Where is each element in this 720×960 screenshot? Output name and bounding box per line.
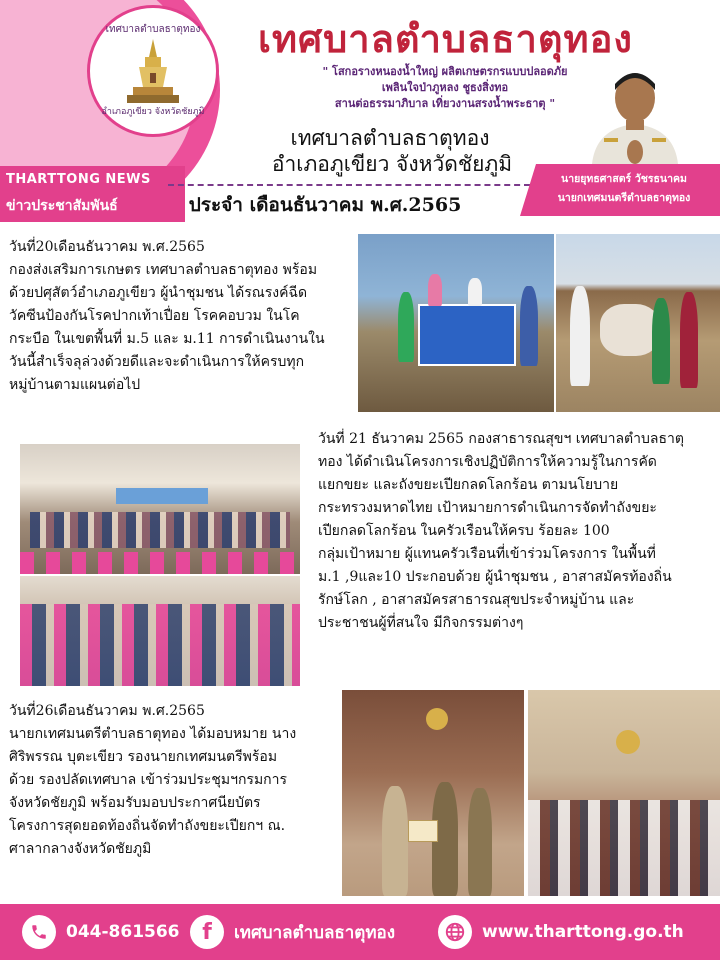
person (520, 286, 538, 366)
news-line: กระทรวงมหาดไทย เป้าหมายการดำเนินการจัดทำถังขยะ (318, 500, 657, 516)
meeting-attendees (528, 800, 720, 896)
seal-top-text: เทศบาลตำบลธาตุทอง (105, 24, 201, 35)
news-line: หมู่บ้านตามแผนต่อไป (9, 377, 141, 393)
news-item-3 (9, 700, 339, 861)
website-url: www.tharttong.go.th (482, 922, 684, 942)
news-line: ศิริพรรณ บุตะเขียว รองนายกเทศมนตรีพร้อม (9, 749, 278, 765)
seal-bottom-text: อำเภอภูเขียว จังหวัดชัยภูมิ (101, 107, 205, 117)
news-line: เปียกลดโลกร้อน ในครัวเรือนให้ครบ ร้อยละ 100 (318, 523, 610, 539)
mayor-name: นายยุทธศาสตร์ วัชรธนาคม (561, 173, 687, 185)
banner (116, 488, 208, 504)
news-line: วันที่20เดือนธันวาคม พ.ศ.2565 (9, 239, 205, 255)
news-line: วัคซีนป้องกันโรคปากเท้าเปื่อย โรคคอบวม ในโค (9, 308, 300, 324)
org-name: เทศบาลตำบลธาตุทอง (290, 126, 490, 150)
slogan-line-1: " โสกอรางหนองน้ำใหญ่ ผลิตเกษตรกรแบบปลอดภัย (322, 65, 568, 78)
vaccination-group-photo (358, 234, 554, 412)
news-line: ศาลากลางจังหวัดชัยภูมิ (9, 841, 152, 857)
issue-month: ประจำ เดือนธันวาคม พ.ศ.2565 (188, 194, 462, 216)
person (398, 292, 414, 362)
person (428, 274, 442, 306)
person (468, 788, 492, 896)
cattle-vaccination-photo (556, 234, 720, 412)
provincial-meeting-photo (528, 690, 720, 896)
contact-footer (0, 904, 720, 960)
banner (418, 304, 516, 366)
person (382, 786, 408, 896)
brand-pr-label: ข่าวประชาสัมพันธ์ (6, 198, 118, 214)
slogan-line-3: สานต่อธรรมาภิบาล เทิ่ยวงานสรงน้ำพระธาตุ " (334, 97, 556, 110)
certificate (408, 820, 438, 842)
news-line: วันที่26เดือนธันวาคม พ.ศ.2565 (9, 703, 205, 719)
person (570, 286, 590, 386)
news-line: รักษ์โลก , อาสาสมัครสาธารณสุขประจำหมู่บ้าน และ (318, 592, 635, 608)
org-district: อำเภอภูเขียว จังหวัดชัยภูมิ (271, 152, 513, 176)
certificate-award-photo (342, 690, 524, 896)
news-line: โครงการสุดยอดท้องถิ่นจัดทำถังขยะเปียกฯ ณ. (9, 818, 286, 834)
audience (20, 604, 300, 686)
news-item-2 (318, 428, 718, 635)
news-item-1 (9, 236, 361, 397)
person (468, 278, 482, 306)
news-line: กระบือ ในเขตพื้นที่ ม.5 และ ม.11 การดำเนินงานใน (9, 331, 325, 347)
page-title: เทศบาลตำบลธาตุทอง (258, 17, 633, 61)
news-line: ด้วยปศุสัตว์อำเภอภูเขียว ผู้นำชุมชน ได้รณรงค์ฉีด (9, 285, 308, 301)
news-line: ประชาชนผู้ที่สนใจ มีกิจกรรมต่างๆ (318, 615, 524, 631)
news-line: ทอง ได้ดำเนินโครงการเชิงปฏิบัติการให้ความรู้ในการคัด (318, 454, 657, 470)
emblem (426, 708, 448, 730)
training-group-photo (20, 444, 300, 574)
municipality-seal (87, 5, 219, 137)
slogan-line-2: เพลินใจป่าภูหลง ชูธงสิ่งทอ (381, 81, 509, 94)
chairs (20, 552, 300, 574)
phone-contact[interactable] (22, 904, 180, 960)
news-line: จังหวัดชัยภูมิ พร้อมรับมอบประกาศนียบัตร (9, 795, 261, 811)
facebook-contact[interactable] (190, 904, 395, 960)
person (652, 298, 670, 384)
phone-number: 044-861566 (66, 922, 180, 942)
website-contact[interactable] (438, 904, 684, 960)
mayor-portrait (584, 62, 686, 164)
news-line: แยกขยะ และถังขยะเปียกลดโลกร้อน ตามนโยบาย (318, 477, 619, 493)
news-line: ด้วย รองปลัดเทศบาล เข้าร่วมประชุมฯกรมการ (9, 772, 288, 788)
person (680, 292, 698, 388)
globe-icon (438, 915, 472, 949)
news-line: ม.1 ,9และ10 ประกอบด้วย ผู้นำชุมชน , อาสาสมัครท้องถิ่น (318, 569, 672, 585)
facebook-icon: f (190, 915, 224, 949)
crowd (30, 512, 290, 548)
brand-news-label: THARTTONG NEWS (6, 172, 151, 187)
news-line: นายกเทศมนตรีตำบลธาตุทอง ได้มอบหมาย นาง (9, 726, 297, 742)
cow (600, 304, 660, 356)
newsletter-header (0, 0, 720, 228)
facebook-page-name: เทศบาลตำบลธาตุทอง (234, 922, 396, 943)
news-line: วันนี้สำเร็จลุล่วงด้วยดีและจะดำเนินการให้ครบทุก (9, 354, 305, 370)
news-line: วันที่ 21 ธันวาคม 2565 กองสาธารณสุขฯ เทศบาลตำบลธาตุ (318, 431, 684, 447)
emblem (616, 730, 640, 754)
news-line: กองส่งเสริมการเกษตร เทศบาลตำบลธาตุทอง พร้อม (9, 262, 318, 278)
phone-icon (22, 915, 56, 949)
news-line: กลุ่มเป้าหมาย ผู้แทนครัวเรือนที่เข้าร่วมโครงการ ในพื้นที่ (318, 546, 656, 562)
stupa-icon (123, 37, 183, 109)
mayor-title: นายกเทศมนตรีตำบลธาตุทอง (557, 192, 691, 204)
training-session-photo (20, 576, 300, 686)
